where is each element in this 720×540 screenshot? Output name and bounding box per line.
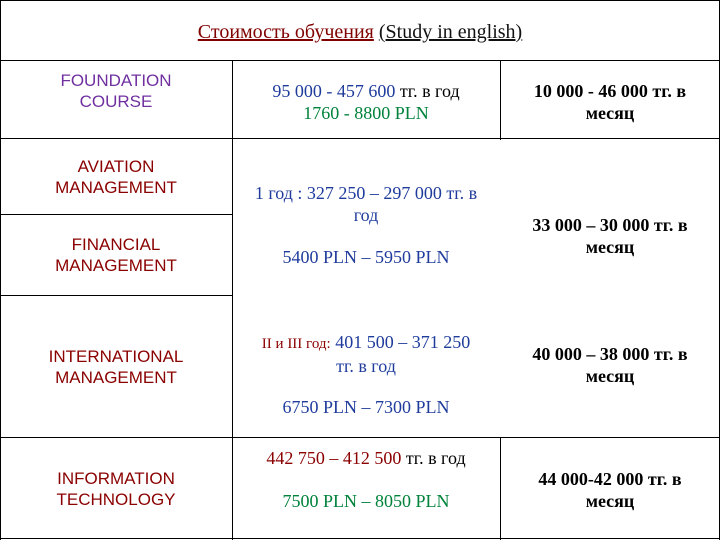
management-year1-line2: год	[353, 205, 379, 225]
foundation-row-divider	[0, 138, 720, 139]
title-open-paren: (	[378, 21, 386, 43]
course-name-line2: MANAGEMENT	[55, 368, 177, 387]
foundation-monthly-line2: месяц	[585, 103, 635, 123]
title-ru: Стоимость обучения	[197, 21, 374, 43]
page-title	[0, 20, 720, 44]
course-name-line1: AVIATION	[77, 157, 155, 176]
course-name-line1: FINANCIAL	[71, 235, 161, 254]
it-monthly	[500, 468, 720, 512]
course-name-line2: MANAGEMENT	[55, 178, 177, 197]
it-price-kzt	[232, 447, 500, 469]
management-year1-line1: 1 год : 327 250 – 297 000 тг. в	[254, 183, 478, 203]
foundation-price-unit: тг. в год	[399, 81, 460, 101]
management-year1-monthly	[500, 214, 720, 258]
management-year23-pln: 6750 PLN – 7300 PLN	[282, 397, 450, 417]
foundation-price	[232, 80, 500, 124]
course-name-line1: INTERNATIONAL	[48, 347, 184, 366]
management-year23-label: II и III год:	[261, 336, 331, 352]
foundation-price-kzt: 95 000 - 457 600	[272, 81, 396, 101]
management-year23-kzt: 401 500 – 371 250	[335, 332, 471, 352]
table-border-bottom	[0, 538, 720, 539]
course-name-foundation	[0, 70, 232, 112]
management-year23-monthly-line1: 40 000 – 38 000 тг. в	[532, 344, 688, 364]
management-year1-price	[232, 182, 500, 226]
course-name-it	[0, 468, 232, 510]
management-group-divider	[0, 437, 720, 438]
management-year23-monthly-line2: месяц	[585, 366, 635, 386]
it-price-pln: 7500 PLN – 8050 PLN	[282, 491, 450, 511]
it-monthly-line2: месяц	[585, 491, 635, 511]
management-year1-pln: 5400 PLN – 5950 PLN	[282, 247, 450, 267]
course-name-international	[0, 346, 232, 388]
course-name-line2: MANAGEMENT	[55, 256, 177, 275]
management-year23-monthly	[500, 343, 720, 387]
course-name-line1: INFORMATION	[57, 469, 175, 488]
course-name-financial	[0, 234, 232, 276]
table-border-top	[0, 0, 720, 1]
financial-row-divider	[0, 295, 232, 296]
management-year1-monthly-line1: 33 000 – 30 000 тг. в	[532, 215, 688, 235]
it-monthly-line1: 44 000-42 000 тг. в	[538, 469, 682, 489]
title-divider	[0, 60, 720, 61]
course-name-line2: TECHNOLOGY	[56, 490, 176, 509]
foundation-monthly	[500, 80, 720, 124]
management-year23-price	[232, 331, 500, 377]
it-price-kzt-value: 442 750 – 412 500	[266, 448, 402, 468]
title-en: Study in english)	[385, 21, 523, 43]
it-price-kzt-unit: тг. в год	[405, 448, 466, 468]
foundation-price-pln: 1760 - 8800 PLN	[303, 103, 429, 123]
management-year23-unit: тг. в год	[336, 356, 396, 376]
aviation-row-divider	[0, 214, 232, 215]
foundation-monthly-line1: 10 000 - 46 000 тг. в	[533, 81, 687, 101]
management-year1-monthly-line2: месяц	[585, 237, 635, 257]
course-name-line1: FOUNDATION	[60, 71, 172, 90]
course-name-line2: COURSE	[79, 92, 153, 111]
course-name-aviation	[0, 156, 232, 198]
